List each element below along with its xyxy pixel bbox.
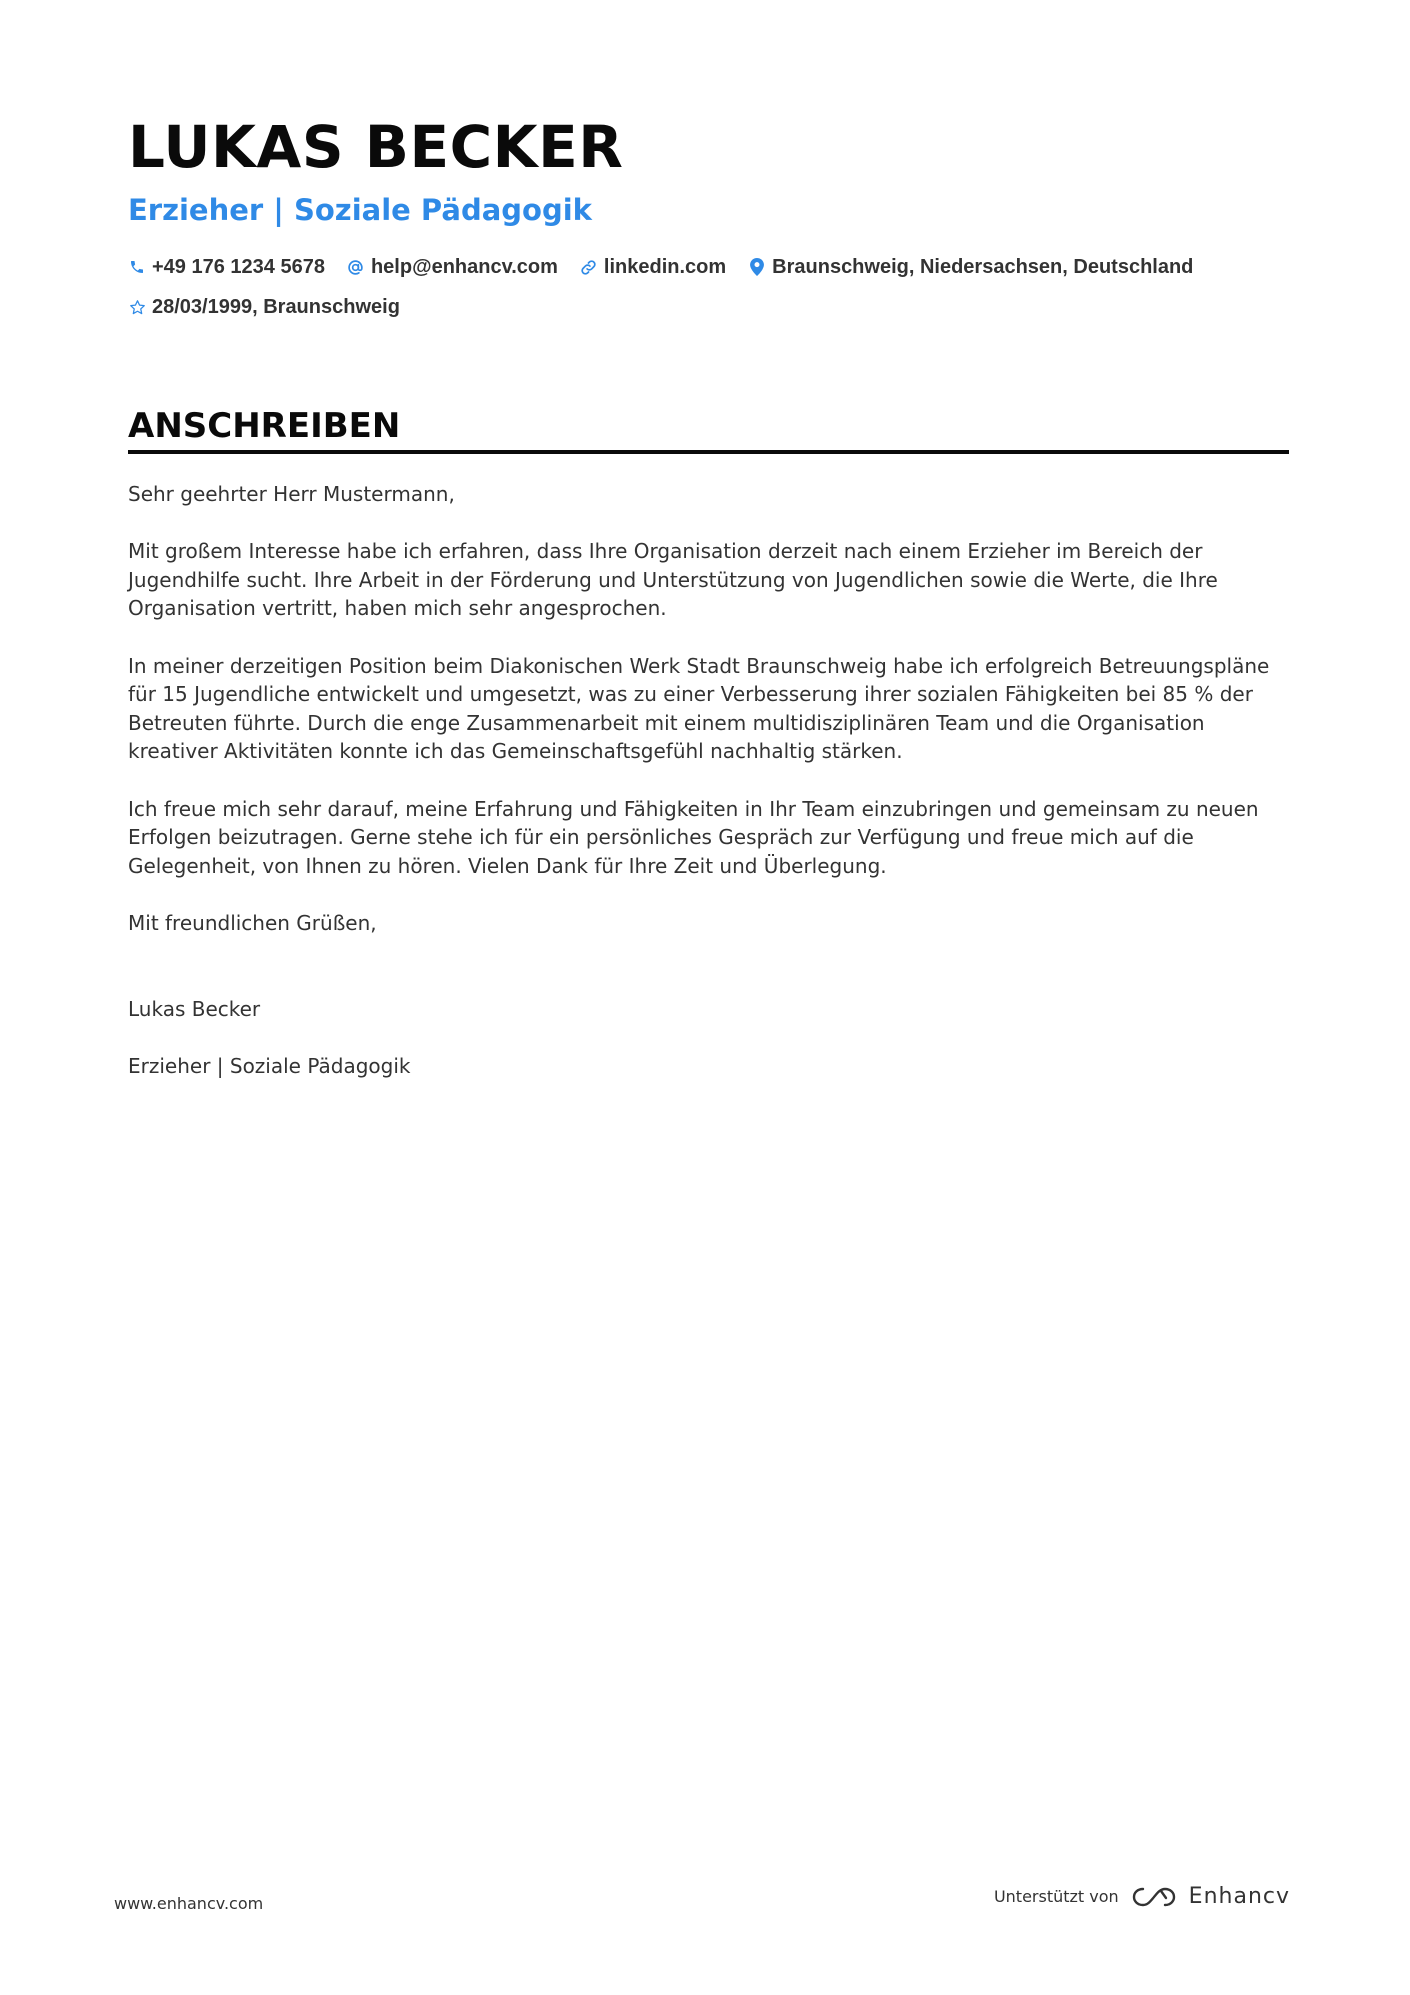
link-icon bbox=[580, 258, 598, 276]
at-icon bbox=[347, 258, 365, 276]
signature-name: Lukas Becker bbox=[128, 996, 261, 1021]
contact-birth bbox=[128, 292, 1288, 322]
star-icon bbox=[128, 298, 146, 316]
powered-by-label: Unterstützt von bbox=[993, 1887, 1119, 1906]
header bbox=[128, 110, 1288, 322]
email-text[interactable]: help@enhancv.com bbox=[370, 255, 558, 278]
cover-letter-section bbox=[128, 404, 1289, 1109]
letter-salutation: Sehr geehrter Herr Mustermann, bbox=[128, 482, 455, 506]
applicant-headline: Erzieher | Soziale Pädagogik bbox=[128, 193, 592, 227]
contact-info bbox=[128, 252, 1288, 322]
letter-body bbox=[128, 480, 1289, 1080]
location-pin-icon bbox=[748, 258, 766, 276]
brand-name: Enhancv bbox=[1188, 1884, 1290, 1909]
contact-linkedin[interactable] bbox=[580, 252, 726, 282]
section-title: ANSCHREIBEN bbox=[128, 406, 401, 446]
contact-location bbox=[748, 252, 1193, 282]
section-divider bbox=[128, 450, 1289, 454]
letter-paragraph: Mit großem Interesse habe ich erfahren, dass Ihre Organisation derzeit nach einem Erzieher im Bereich der Jugendhilfe sucht. Ihre Arbeit in der Förderung und Unterstützung von Jugendlichen sowie die Werte, die Ihre Organisation vertritt, haben mich sehr angesprochen. bbox=[128, 539, 1218, 621]
enhancv-logo-icon bbox=[1131, 1885, 1177, 1909]
contact-email[interactable] bbox=[347, 252, 558, 282]
phone-icon bbox=[128, 258, 146, 276]
location-text: Braunschweig, Niedersachsen, Deutschland bbox=[772, 255, 1194, 278]
phone-text: +49 176 1234 5678 bbox=[152, 255, 325, 278]
footer-branding bbox=[994, 1884, 1290, 1909]
letter-paragraph: In meiner derzeitigen Position beim Diakonischen Werk Stadt Braunschweig habe ich erfolgreich Betreuungspläne für 15 Jugendliche entwickelt und umgesetzt, was zu einer Verbesserung ihrer sozialen Fähigkeiten bei 85 % der Betreuten führte. Durch die enge Zusammenarbeit mit einem multidisziplinären Team und die Organisation kreativer Aktivitäten konnte ich das Gemeinschaftsgefühl nachhaltig stärken. bbox=[128, 653, 1270, 764]
linkedin-text[interactable]: linkedin.com bbox=[603, 255, 727, 278]
footer-website[interactable]: www.enhancv.com bbox=[114, 1894, 264, 1913]
signature-title: Erzieher | Soziale Pädagogik bbox=[128, 1053, 411, 1078]
contact-phone bbox=[128, 252, 325, 282]
letter-paragraph: Ich freue mich sehr darauf, meine Erfahrung und Fähigkeiten in Ihr Team einzubringen und gemeinsam zu neuen Erfolgen beizutragen. Gerne stehe ich für ein persönliches Gespräch zur Verfügung und freue mich auf die Gelegenheit, von Ihnen zu hören. Vielen Dank für Ihre Zeit und Überlegung. bbox=[128, 796, 1259, 878]
applicant-name: LUKAS BECKER bbox=[128, 113, 624, 181]
birth-text: 28/03/1999, Braunschweig bbox=[152, 295, 400, 318]
letter-closing: Mit freundlichen Grüßen, bbox=[128, 910, 377, 935]
